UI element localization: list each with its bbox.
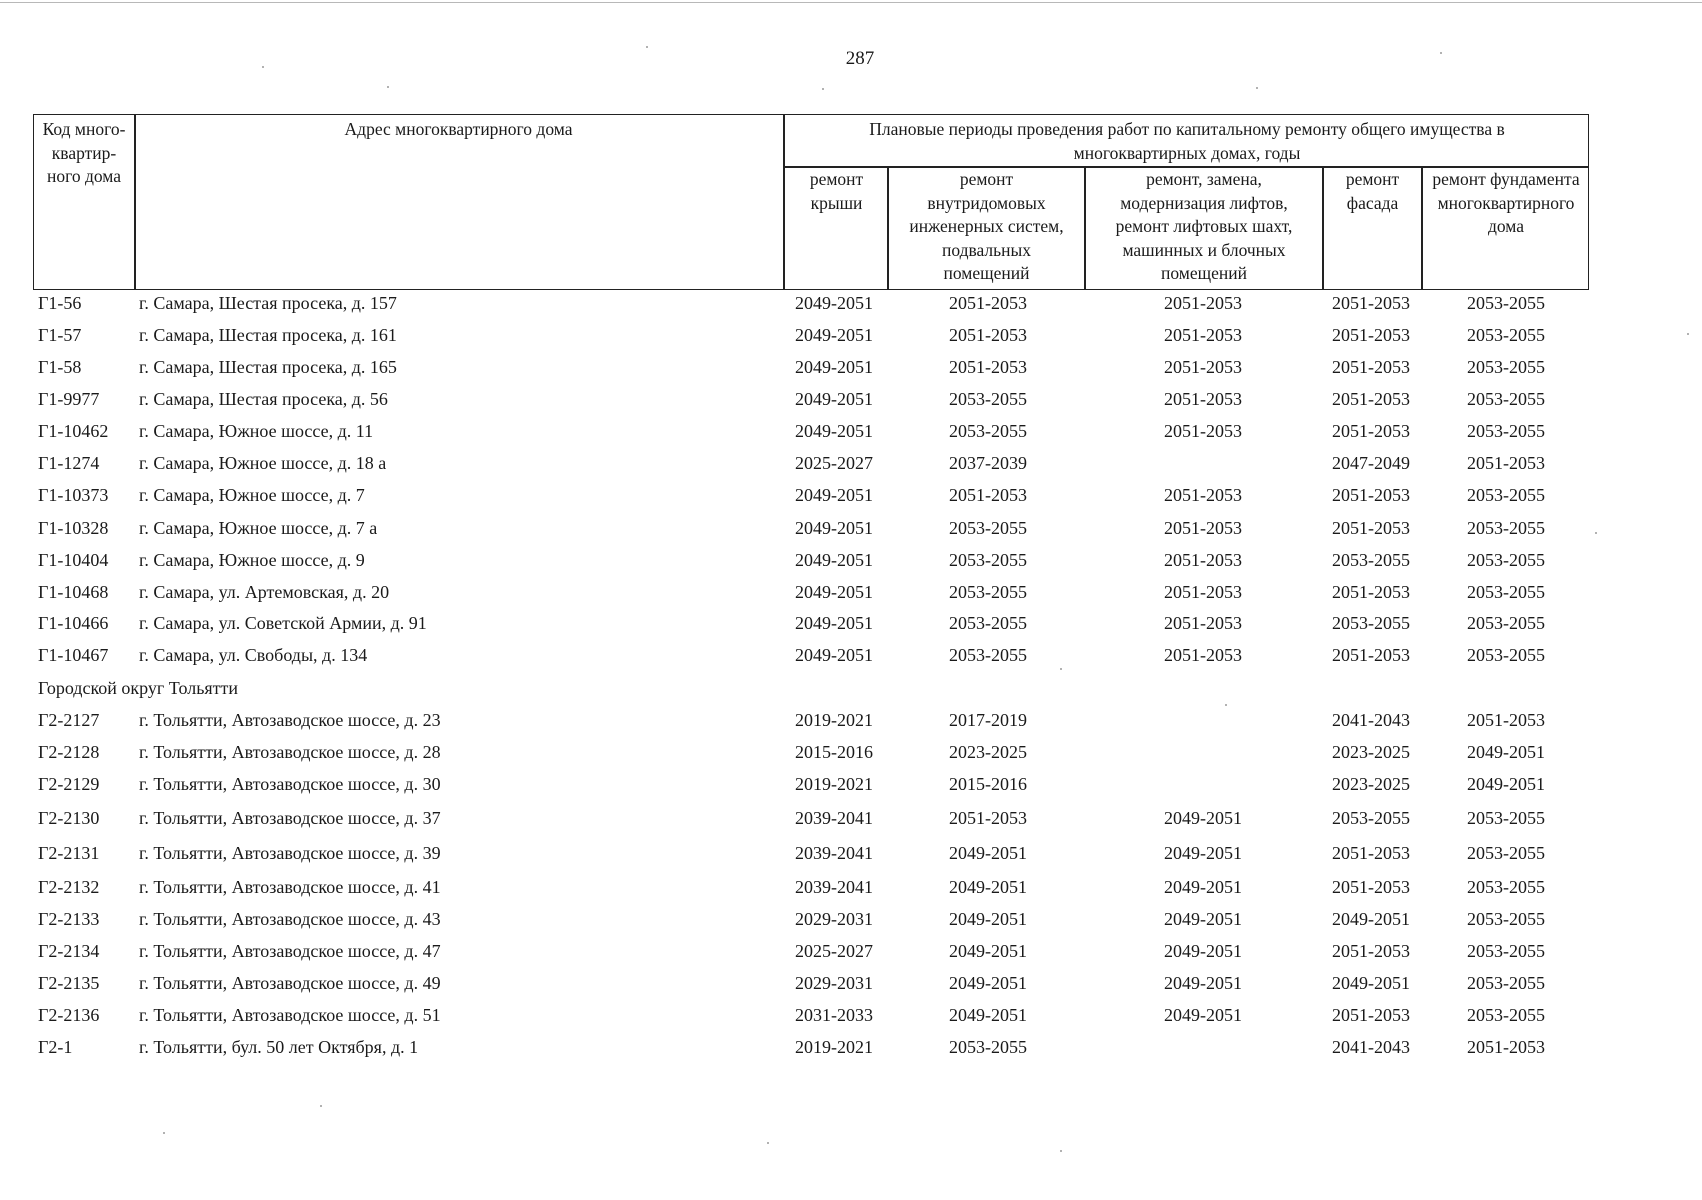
cell-roof: 2049-2051	[795, 550, 873, 570]
cell-engineering: 2049-2051	[949, 843, 1027, 863]
cell-facade: 2053-2055	[1332, 550, 1410, 570]
cell-address: г. Самара, ул. Советской Армии, д. 91	[139, 613, 427, 633]
cell-address: г. Тольятти, бул. 50 лет Октября, д. 1	[139, 1037, 419, 1057]
cell-engineering: 2053-2055	[949, 582, 1027, 602]
cell-elevators: 2051-2053	[1164, 613, 1242, 633]
cell-foundation: 2053-2055	[1467, 293, 1545, 313]
cell-code: Г2-2129	[38, 774, 100, 794]
cell-address: г. Тольятти, Автозаводское шоссе, д. 39	[139, 843, 441, 863]
cell-address: г. Самара, Южное шоссе, д. 18 а	[139, 453, 387, 473]
cell-foundation: 2049-2051	[1467, 774, 1545, 794]
cell-roof: 2039-2041	[795, 808, 873, 828]
cell-code: Г1-10328	[38, 518, 109, 538]
cell-engineering: 2049-2051	[949, 941, 1027, 961]
scan-speck	[163, 1132, 165, 1134]
cell-address: г. Самара, Шестая просека, д. 157	[139, 293, 397, 313]
cell-code: Г1-10467	[38, 645, 109, 665]
cell-code: Г1-10462	[38, 421, 109, 441]
cell-elevators: 2051-2053	[1164, 357, 1242, 377]
cell-address: г. Самара, Шестая просека, д. 165	[139, 357, 397, 377]
cell-engineering: 2049-2051	[949, 877, 1027, 897]
cell-facade: 2051-2053	[1332, 645, 1410, 665]
header-code: Код много- квартир- ного дома	[42, 119, 126, 186]
cell-facade: 2051-2053	[1332, 389, 1410, 409]
cell-address: г. Тольятти, Автозаводское шоссе, д. 51	[139, 1005, 441, 1025]
header-divider	[783, 115, 785, 289]
cell-elevators: 2049-2051	[1164, 808, 1242, 828]
cell-roof: 2031-2033	[795, 1005, 873, 1025]
cell-facade: 2047-2049	[1332, 453, 1410, 473]
cell-address: г. Тольятти, Автозаводское шоссе, д. 28	[139, 742, 441, 762]
cell-elevators: 2051-2053	[1164, 293, 1242, 313]
scan-speck	[1060, 1150, 1062, 1152]
scan-speck	[320, 1105, 322, 1107]
cell-elevators: 2051-2053	[1164, 485, 1242, 505]
cell-elevators: 2051-2053	[1164, 325, 1242, 345]
cell-engineering: 2049-2051	[949, 973, 1027, 993]
cell-code: Г1-58	[38, 357, 82, 377]
cell-code: Г2-2133	[38, 909, 100, 929]
cell-facade: 2041-2043	[1332, 710, 1410, 730]
table-header	[33, 114, 1589, 290]
cell-roof: 2019-2021	[795, 774, 873, 794]
cell-facade: 2041-2043	[1332, 1037, 1410, 1057]
cell-address: г. Самара, Южное шоссе, д. 9	[139, 550, 365, 570]
header-periods: Плановые периоды проведения работ по капитальному ремонту общего имущества в многоквартирных домах, годы	[869, 119, 1505, 163]
cell-roof: 2029-2031	[795, 973, 873, 993]
cell-code: Г2-2128	[38, 742, 100, 762]
cell-engineering: 2037-2039	[949, 453, 1027, 473]
cell-code: Г1-56	[38, 293, 82, 313]
scan-speck	[1687, 333, 1689, 335]
cell-roof: 2049-2051	[795, 613, 873, 633]
cell-code: Г1-1274	[38, 453, 100, 473]
cell-roof: 2049-2051	[795, 645, 873, 665]
cell-foundation: 2053-2055	[1467, 645, 1545, 665]
cell-foundation: 2053-2055	[1467, 909, 1545, 929]
cell-foundation: 2049-2051	[1467, 742, 1545, 762]
cell-code: Г2-2132	[38, 877, 100, 897]
scan-speck	[822, 88, 824, 90]
cell-engineering: 2051-2053	[949, 808, 1027, 828]
cell-facade: 2023-2025	[1332, 774, 1410, 794]
cell-address: г. Тольятти, Автозаводское шоссе, д. 37	[139, 808, 441, 828]
cell-roof: 2049-2051	[795, 485, 873, 505]
header-foundation: ремонт фундамента многоквартирного дома	[1432, 169, 1580, 236]
cell-foundation: 2053-2055	[1467, 941, 1545, 961]
cell-facade: 2051-2053	[1332, 325, 1410, 345]
cell-code: Г1-10466	[38, 613, 109, 633]
scan-speck	[1595, 532, 1597, 534]
cell-facade: 2051-2053	[1332, 877, 1410, 897]
cell-facade: 2051-2053	[1332, 843, 1410, 863]
cell-foundation: 2053-2055	[1467, 843, 1545, 863]
cell-elevators: 2051-2053	[1164, 389, 1242, 409]
cell-address: г. Тольятти, Автозаводское шоссе, д. 49	[139, 973, 441, 993]
cell-address: г. Тольятти, Автозаводское шоссе, д. 30	[139, 774, 441, 794]
cell-code: Г2-2127	[38, 710, 100, 730]
cell-code: Г2-1	[38, 1037, 73, 1057]
cell-engineering: 2053-2055	[949, 613, 1027, 633]
cell-foundation: 2053-2055	[1467, 485, 1545, 505]
cell-elevators: 2051-2053	[1164, 518, 1242, 538]
cell-roof: 2049-2051	[795, 421, 873, 441]
cell-code: Г2-2136	[38, 1005, 100, 1025]
header-roof: ремонт крыши	[809, 169, 864, 213]
cell-elevators: 2049-2051	[1164, 973, 1242, 993]
cell-engineering: 2017-2019	[949, 710, 1027, 730]
cell-foundation: 2053-2055	[1467, 1005, 1545, 1025]
header-address: Адрес многоквартирного дома	[344, 119, 573, 139]
header-engineering: ремонт внутридомовых инженерных систем, подвальных помещений	[909, 169, 1064, 283]
cell-facade: 2051-2053	[1332, 293, 1410, 313]
cell-foundation: 2053-2055	[1467, 357, 1545, 377]
cell-code: Г2-2134	[38, 941, 100, 961]
cell-roof: 2039-2041	[795, 877, 873, 897]
cell-engineering: 2053-2055	[949, 1037, 1027, 1057]
cell-foundation: 2053-2055	[1467, 582, 1545, 602]
cell-code: Г2-2131	[38, 843, 100, 863]
cell-engineering: 2053-2055	[949, 645, 1027, 665]
header-facade: ремонт фасада	[1345, 169, 1400, 213]
cell-elevators: 2051-2053	[1164, 550, 1242, 570]
cell-engineering: 2053-2055	[949, 421, 1027, 441]
cell-roof: 2019-2021	[795, 710, 873, 730]
cell-roof: 2049-2051	[795, 325, 873, 345]
scan-speck	[1256, 87, 1258, 89]
cell-foundation: 2053-2055	[1467, 550, 1545, 570]
cell-address: г. Самара, Южное шоссе, д. 7	[139, 485, 365, 505]
cell-elevators: 2049-2051	[1164, 909, 1242, 929]
cell-facade: 2053-2055	[1332, 808, 1410, 828]
cell-elevators: 2049-2051	[1164, 1005, 1242, 1025]
cell-roof: 2019-2021	[795, 1037, 873, 1057]
cell-elevators: 2051-2053	[1164, 582, 1242, 602]
cell-code: Г2-2130	[38, 808, 100, 828]
cell-address: г. Самара, Шестая просека, д. 56	[139, 389, 388, 409]
cell-facade: 2049-2051	[1332, 909, 1410, 929]
cell-foundation: 2053-2055	[1467, 808, 1545, 828]
cell-roof: 2049-2051	[795, 389, 873, 409]
cell-engineering: 2023-2025	[949, 742, 1027, 762]
scan-speck	[1225, 704, 1227, 706]
cell-elevators: 2049-2051	[1164, 877, 1242, 897]
cell-foundation: 2051-2053	[1467, 1037, 1545, 1057]
scan-speck	[1060, 668, 1062, 670]
cell-facade: 2051-2053	[1332, 941, 1410, 961]
cell-foundation: 2051-2053	[1467, 710, 1545, 730]
cell-engineering: 2053-2055	[949, 389, 1027, 409]
cell-facade: 2051-2053	[1332, 485, 1410, 505]
cell-roof: 2029-2031	[795, 909, 873, 929]
cell-elevators: 2049-2051	[1164, 941, 1242, 961]
cell-code: Г1-10404	[38, 550, 109, 570]
cell-engineering: 2051-2053	[949, 325, 1027, 345]
cell-address: г. Тольятти, Автозаводское шоссе, д. 47	[139, 941, 441, 961]
cell-code: Г1-57	[38, 325, 82, 345]
cell-elevators: 2051-2053	[1164, 645, 1242, 665]
cell-address: г. Тольятти, Автозаводское шоссе, д. 23	[139, 710, 441, 730]
cell-address: г. Самара, Южное шоссе, д. 11	[139, 421, 374, 441]
cell-facade: 2049-2051	[1332, 973, 1410, 993]
header-elevators: ремонт, замена, модернизация лифтов, ремонт лифтовых шахт, машинных и блочных помещений	[1115, 169, 1293, 283]
cell-foundation: 2053-2055	[1467, 325, 1545, 345]
cell-address: г. Самара, Южное шоссе, д. 7 а	[139, 518, 378, 538]
cell-foundation: 2053-2055	[1467, 518, 1545, 538]
cell-foundation: 2051-2053	[1467, 453, 1545, 473]
cell-roof: 2049-2051	[795, 518, 873, 538]
cell-roof: 2049-2051	[795, 582, 873, 602]
cell-elevators: 2051-2053	[1164, 421, 1242, 441]
cell-address: г. Тольятти, Автозаводское шоссе, д. 43	[139, 909, 441, 929]
cell-foundation: 2053-2055	[1467, 973, 1545, 993]
cell-roof: 2049-2051	[795, 357, 873, 377]
cell-engineering: 2053-2055	[949, 550, 1027, 570]
page-number: 287	[845, 48, 875, 69]
cell-facade: 2051-2053	[1332, 518, 1410, 538]
cell-address: г. Тольятти, Автозаводское шоссе, д. 41	[139, 877, 441, 897]
cell-engineering: 2051-2053	[949, 485, 1027, 505]
cell-roof: 2025-2027	[795, 941, 873, 961]
cell-facade: 2023-2025	[1332, 742, 1410, 762]
cell-code: Г1-10468	[38, 582, 109, 602]
cell-foundation: 2053-2055	[1467, 613, 1545, 633]
cell-roof: 2039-2041	[795, 843, 873, 863]
scan-speck	[387, 86, 389, 88]
cell-facade: 2051-2053	[1332, 1005, 1410, 1025]
cell-engineering: 2049-2051	[949, 909, 1027, 929]
cell-address: г. Самара, ул. Свободы, д. 134	[139, 645, 368, 665]
cell-roof: 2015-2016	[795, 742, 873, 762]
cell-facade: 2051-2053	[1332, 421, 1410, 441]
cell-code: Г1-10373	[38, 485, 109, 505]
cell-code: Г1-9977	[38, 389, 100, 409]
cell-engineering: 2051-2053	[949, 357, 1027, 377]
cell-facade: 2053-2055	[1332, 613, 1410, 633]
cell-engineering: 2049-2051	[949, 1005, 1027, 1025]
cell-roof: 2049-2051	[795, 293, 873, 313]
cell-roof: 2025-2027	[795, 453, 873, 473]
cell-facade: 2051-2053	[1332, 582, 1410, 602]
cell-engineering: 2015-2016	[949, 774, 1027, 794]
section-title: Городской округ Тольятти	[38, 678, 239, 698]
cell-foundation: 2053-2055	[1467, 877, 1545, 897]
top-border-line	[0, 2, 1702, 3]
scan-speck	[262, 66, 264, 68]
cell-address: г. Самара, ул. Артемовская, д. 20	[139, 582, 390, 602]
cell-address: г. Самара, Шестая просека, д. 161	[139, 325, 397, 345]
cell-foundation: 2053-2055	[1467, 421, 1545, 441]
cell-elevators: 2049-2051	[1164, 843, 1242, 863]
cell-engineering: 2051-2053	[949, 293, 1027, 313]
scan-speck	[646, 46, 648, 48]
cell-engineering: 2053-2055	[949, 518, 1027, 538]
scan-speck	[767, 1142, 769, 1144]
scan-speck	[1440, 52, 1442, 54]
cell-facade: 2051-2053	[1332, 357, 1410, 377]
cell-foundation: 2053-2055	[1467, 389, 1545, 409]
cell-code: Г2-2135	[38, 973, 100, 993]
